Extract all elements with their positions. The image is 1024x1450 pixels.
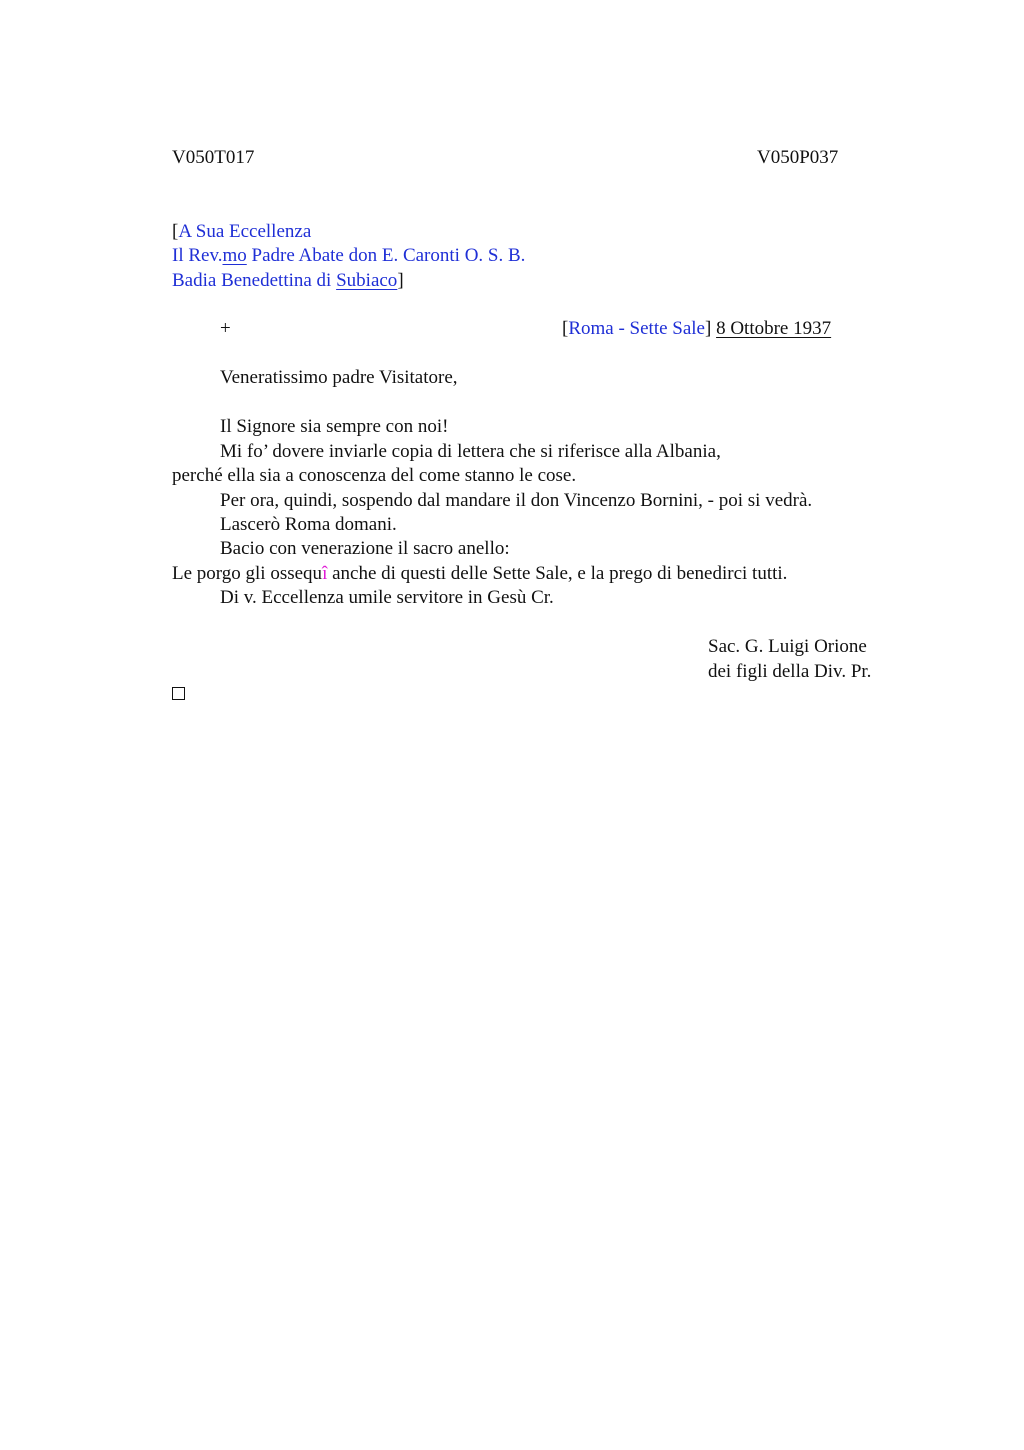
dateline-open-bracket: [ xyxy=(562,318,569,339)
address-line-2 xyxy=(172,244,525,268)
dateline-date: 8 Ottobre 1937 xyxy=(716,318,832,339)
regards-rest: anche di questi delle Sette Sale, e la prego di benedirci tutti. xyxy=(327,563,788,584)
signature-name: Sac. G. Luigi Orione xyxy=(708,636,867,657)
address-line-1 xyxy=(172,220,311,244)
address-line-3 xyxy=(172,269,404,293)
cross-symbol: + xyxy=(220,318,231,339)
salutation: Veneratissimo padre Visitatore, xyxy=(220,367,458,388)
body-line-regards xyxy=(172,562,787,586)
document-code-right: V050P037 xyxy=(757,147,839,168)
address-recipient-name: Padre Abate don E. Caronti O. S. B. xyxy=(246,245,526,266)
address-rev-superscript: mo xyxy=(222,245,247,266)
address-close-bracket: ] xyxy=(397,270,404,291)
regards-marked-char: î xyxy=(322,563,328,584)
body-line-greeting: Il Signore sia sempre con noi! xyxy=(220,416,449,437)
signature-congregation: dei figli della Div. Pr. xyxy=(708,661,872,682)
end-of-document-box-icon xyxy=(172,687,185,700)
body-line-kiss-ring: Bacio con venerazione il sacro anello: xyxy=(220,538,510,559)
body-line-suspend: Per ora, quindi, sospendo dal mandare il don Vincenzo Bornini, - poi si vedrà. xyxy=(220,490,813,511)
regards-prefix: Le porgo gli ossequ xyxy=(172,563,323,584)
body-line-copy: Mi fo’ dovere inviarle copia di lettera che si riferisce alla Albania, xyxy=(220,441,721,462)
dateline-place: Roma - Sette Sale xyxy=(568,318,705,339)
address-recipient-title: A Sua Eccellenza xyxy=(178,221,312,242)
address-place: Subiaco xyxy=(336,270,398,291)
address-open-bracket: [ xyxy=(172,221,179,242)
address-abbey: Badia Benedettina di xyxy=(172,270,337,291)
body-line-copy-continued: perché ella sia a conoscenza del come stanno le cose. xyxy=(172,465,577,486)
body-line-leave-rome: Lascerò Roma domani. xyxy=(220,514,397,535)
document-code-left: V050T017 xyxy=(172,147,255,168)
dateline-close-bracket: ] xyxy=(705,318,712,339)
body-line-closing: Di v. Eccellenza umile servitore in Gesù Cr. xyxy=(220,587,554,608)
dateline xyxy=(562,317,831,341)
address-rev-prefix: Il Rev. xyxy=(172,245,223,266)
